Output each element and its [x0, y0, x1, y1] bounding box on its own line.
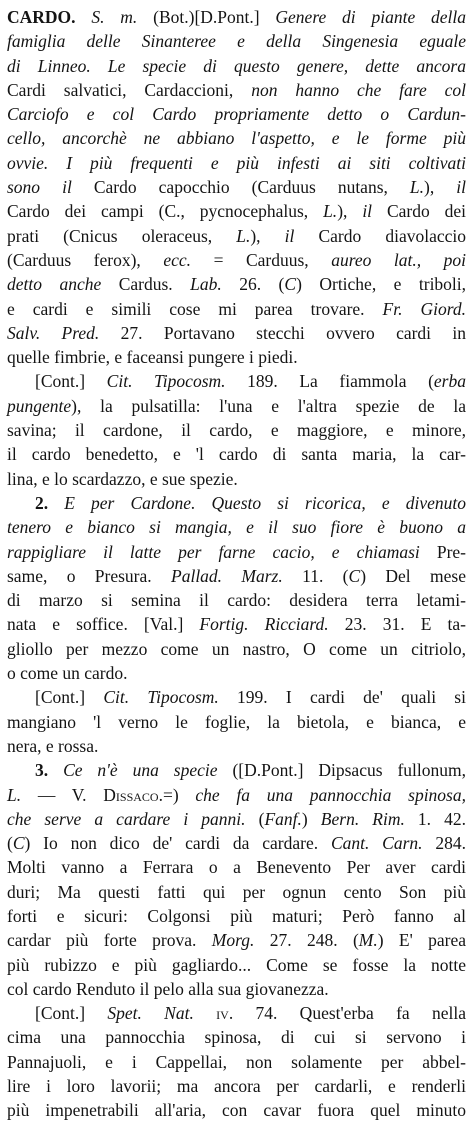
text-line — [7, 369, 466, 393]
text-run: Ce n'è una specie — [63, 760, 233, 781]
text-line — [7, 783, 466, 807]
text-run: Cardo dei campi (C., pycnocephalus, — [7, 201, 324, 222]
text-run: Cant. Carn. — [330, 833, 436, 854]
text-run: 189. La fiammola ( — [247, 371, 434, 392]
text-line — [7, 467, 466, 491]
text-run: Carciofo e col Cardo propriamente detto o Cardun- — [7, 104, 466, 125]
text-run: sono il — [7, 177, 94, 198]
text-line — [7, 588, 466, 612]
text-run: 11. ( — [302, 565, 349, 586]
text-run: gliollo per mezzo come un nastro, O come un citriolo, — [7, 638, 466, 659]
text-run: S. m. — [91, 7, 154, 27]
text-run: Morg. — [211, 930, 270, 951]
text-run: il — [456, 177, 467, 198]
text-line — [7, 102, 466, 126]
text-run: 284. — [435, 833, 466, 854]
text-line — [7, 199, 466, 223]
text-run: L. — [409, 177, 425, 198]
text-line — [7, 1074, 466, 1098]
text-run: ), — [250, 225, 285, 246]
text-run: Spet. Nat. — [107, 1003, 217, 1024]
text-line — [7, 977, 466, 1001]
text-run: Cardo capocchio (Carduus nutans, — [93, 177, 410, 198]
text-line — [7, 807, 466, 831]
text-run: (Carduus ferox), — [7, 249, 164, 270]
text-line — [7, 175, 466, 199]
text-run: Pre- — [436, 541, 466, 562]
text-run: [Cont.] — [35, 1003, 108, 1024]
text-run: e cardi e simili cose mi parea trovare. — [7, 298, 383, 319]
text-run: .=) — [158, 784, 196, 805]
text-run: ecc. — [163, 249, 214, 270]
text-run: il cardo benedetto, e 'l cardo di santa maria, la car- — [7, 444, 466, 465]
text-run: 74. Quest'erba fa nella — [255, 1003, 466, 1024]
text-run: famiglia delle Sinanteree e della Singenesia eguale — [7, 31, 466, 52]
text-line — [7, 880, 466, 904]
text-run: Lab. — [190, 274, 240, 295]
text-run: di Linneo. Le specie di questo genere, dette ancora — [7, 55, 466, 76]
text-run: non hanno che fare col — [251, 79, 466, 100]
text-run: Pallad. Marz. — [171, 565, 303, 586]
text-run: M. — [358, 930, 378, 951]
text-run: Bern. Rim. — [320, 808, 418, 829]
text-run: cello, ancorchè ne abbiano l'aspetto, e le forme più — [7, 128, 466, 149]
text-run: [Cont.] — [35, 371, 107, 392]
text-run: ) Io non dico de' cardi da cardare. — [24, 833, 331, 854]
text-line — [7, 491, 466, 515]
text-run: forti e sicuri: Colgonsi più maturi; Però fanno al — [7, 905, 466, 926]
text-run: ovvie. I più frequenti e più infesti ai siti coltivati — [7, 152, 466, 173]
text-run: ([D.Pont.] Dipsacus fullonum, — [232, 760, 466, 781]
text-line — [7, 1025, 466, 1049]
text-run: o come un cardo. — [7, 663, 128, 684]
text-run: CARDO. — [7, 7, 92, 27]
text-run: 199. I cardi de' quali si — [237, 687, 466, 708]
text-run: tenero e bianco si mangia, e il suo fiore è buono a — [7, 517, 466, 538]
text-run: Cit. Tipocosm. — [103, 687, 238, 708]
text-line — [7, 953, 466, 977]
text-line — [7, 904, 466, 928]
text-line — [7, 54, 466, 78]
text-line — [7, 78, 466, 102]
text-line — [7, 29, 466, 53]
text-line — [7, 394, 466, 418]
text-run: di marzo si semina il cardo: desidera terra letami- — [7, 590, 466, 611]
text-run: che fa una pannocchia spinosa, — [195, 784, 466, 805]
text-run: ) E' parea — [377, 930, 466, 951]
text-run: ) — [301, 808, 321, 829]
text-line — [7, 126, 466, 150]
text-run: ( — [7, 833, 13, 854]
text-run: 27. Portavano stecchi ovvero cardi in — [120, 322, 466, 343]
text-line — [7, 224, 466, 248]
text-run: [Cont.] — [35, 687, 104, 708]
text-line — [7, 1050, 466, 1074]
text-run: prati (Cnicus oleraceus, — [7, 225, 237, 246]
text-run: 23. 31. E ta- — [344, 614, 466, 635]
text-line — [7, 321, 466, 345]
text-line — [7, 1098, 466, 1122]
text-line — [7, 540, 466, 564]
text-run: Cit. Tipocosm. — [106, 371, 248, 392]
text-line — [7, 5, 466, 29]
text-line — [7, 661, 466, 685]
text-run: C — [12, 833, 25, 854]
text-run: Cardo diavolaccio — [318, 225, 466, 246]
text-run: pungente — [7, 395, 72, 416]
text-run: 26. ( — [239, 274, 285, 295]
text-run: 3. — [35, 760, 64, 781]
text-run: ), — [424, 177, 457, 198]
text-run: savina; il cardone, il cardo, e maggiore, e minore, — [7, 420, 466, 441]
text-run: same, o Presura. — [7, 565, 172, 586]
text-line — [7, 345, 466, 369]
text-run: Fanf. — [264, 808, 302, 829]
text-run: E per Cardone. Questo si ricorica, e divenuto — [64, 492, 466, 513]
text-run: Genere di piante della — [275, 7, 467, 27]
text-run: L. — [323, 201, 338, 222]
text-run: Cardus. — [118, 274, 191, 295]
text-run: C — [348, 565, 361, 586]
text-run: il — [362, 201, 387, 222]
text-line — [7, 297, 466, 321]
text-run: Pannajuoli, e i Cappellai, non solamente per abbel- — [7, 1051, 466, 1072]
text-run: rappigliare il latte per farne cacio, e chiamasi — [7, 541, 437, 562]
text-run: L. — [236, 225, 251, 246]
text-run: ) Del mese — [360, 565, 466, 586]
text-run: Fr. Giord. — [382, 298, 466, 319]
text-run: più rubizzo e più gagliardo... Come se fosse la notte — [7, 954, 466, 975]
text-run: lina, e lo scardazzo, e sue spezie. — [7, 468, 238, 489]
text-line — [7, 272, 466, 296]
text-run: lire i loro lavorii; ma ancora per cardarli, e renderli — [7, 1076, 466, 1097]
text-run: quelle fimbrie, e faceansi pungere i piedi. — [7, 347, 298, 368]
text-run: nata e soffice. [Val.] — [7, 614, 200, 635]
text-line — [7, 442, 466, 466]
text-line — [7, 637, 466, 661]
text-line — [7, 758, 466, 782]
text-run: (Bot.)[D.Pont.] — [153, 7, 276, 27]
text-run: Fortig. Ricciard. — [199, 614, 345, 635]
text-line — [7, 855, 466, 879]
text-run: Cardi salvatici, Cardaccioni, — [7, 79, 252, 100]
text-run: C — [284, 274, 297, 295]
text-run: aureo lat., poi — [331, 249, 467, 270]
text-line — [7, 564, 466, 588]
text-run: L. — [7, 784, 38, 805]
text-line — [7, 734, 466, 758]
text-run: ), la pulsatilla: l'una e l'altra spezie de la — [71, 395, 466, 416]
text-line — [7, 515, 466, 539]
text-run: cardar più forte prova. — [7, 930, 212, 951]
text-line — [7, 151, 466, 175]
text-run: cima una pannocchia spinosa, di cui si servono i — [7, 1027, 466, 1048]
text-line — [7, 831, 466, 855]
text-run: il — [284, 225, 319, 246]
text-run: che serve a cardare i panni. — [7, 808, 259, 829]
text-run: 1. 42. — [417, 808, 466, 829]
text-run: nera, e rossa. — [7, 735, 99, 756]
text-line — [7, 612, 466, 636]
text-run: col cardo Renduto il pelo alla sua giovanezza. — [7, 978, 329, 999]
text-run: mangiano 'l verno le foglie, la bietola, e bianca, e — [7, 711, 466, 732]
text-line — [7, 685, 466, 709]
text-run: 2. — [35, 492, 65, 513]
text-run: duri; Ma questi fatti qui per ognun cento Son più — [7, 881, 466, 902]
text-line — [7, 928, 466, 952]
text-run: 27. 248. ( — [269, 930, 359, 951]
text-run: Salv. Pred. — [7, 322, 121, 343]
text-run: ( — [258, 808, 265, 829]
text-run: ), — [337, 201, 363, 222]
text-run: Molti vanno a Ferrara o a Benevento Per aver cardi — [7, 857, 466, 878]
text-run: — V. — [37, 784, 104, 805]
text-line — [7, 1001, 466, 1025]
text-line — [7, 710, 466, 734]
text-run: detto anche — [7, 274, 119, 295]
text-run: ) Ortiche, e triboli, — [296, 274, 467, 295]
text-run: Cardo dei — [386, 201, 467, 222]
text-run: iv. — [216, 1003, 256, 1024]
text-run: erba — [433, 371, 466, 392]
text-run: più impenetrabili all'aria, con cavar fuora quel minuto — [7, 1100, 466, 1121]
text-line — [7, 248, 466, 272]
text-run: Dissaco — [103, 784, 159, 805]
text-run: = Carduus, — [213, 249, 332, 270]
text-line — [7, 418, 466, 442]
